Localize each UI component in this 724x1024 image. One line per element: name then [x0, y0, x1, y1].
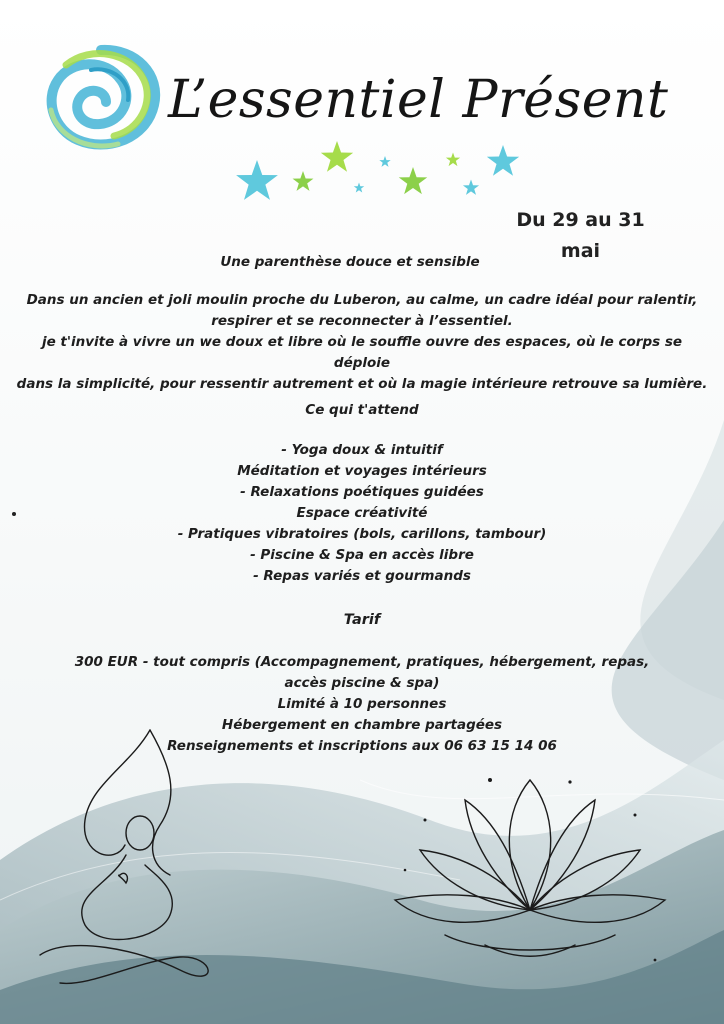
- intro-line: dans la simplicité, pour ressentir autrement et où la magie intérieure retrouve sa lumière.: [16, 376, 708, 392]
- star-icon: [446, 153, 460, 167]
- star-icon: [321, 141, 353, 172]
- star-icon: [293, 171, 314, 191]
- stars-decoration: [225, 140, 545, 215]
- star-icon: [463, 180, 479, 195]
- intro-line: Dans un ancien et joli moulin proche du Luberon, au calme, un cadre idéal pour ralentir,: [26, 292, 698, 308]
- tarif-line: Hébergement en chambre partagées: [221, 717, 503, 733]
- list-item: Espace créativité: [296, 505, 428, 521]
- tarif-line: Renseignements et inscriptions aux 06 63 15 14 06: [167, 738, 557, 754]
- star-icon: [236, 160, 278, 200]
- intro-paragraph: [12, 290, 712, 395]
- list-item: - Repas variés et gourmands: [253, 568, 471, 584]
- page-title: L’essentiel Présent: [168, 70, 669, 130]
- subtitle: Une parenthèse douce et sensible: [220, 254, 480, 270]
- list-item: - Yoga doux & intuitif: [281, 442, 443, 458]
- intro-line: je t'invite à vivre un we doux et libre où le souffle ouvre des espaces, où le corps se déploie: [41, 334, 683, 371]
- yoga-figure-icon: [30, 725, 230, 995]
- list-item: - Pratiques vibratoires (bols, carillons, tambour): [177, 526, 547, 542]
- lotus-icon: [385, 770, 675, 970]
- tarif-line: accès piscine & spa): [284, 675, 440, 691]
- intro-line: respirer et se reconnecter à l’essentiel.: [211, 313, 513, 329]
- event-date: Du 29 au 31 mai: [516, 209, 645, 262]
- program-list: [12, 440, 712, 587]
- list-item: - Relaxations poétiques guidées: [240, 484, 484, 500]
- program-title: Ce qui t'attend: [305, 402, 419, 418]
- tarif-title: Tarif: [343, 612, 381, 628]
- star-icon: [354, 183, 364, 193]
- list-item: - Piscine & Spa en accès libre: [250, 547, 474, 563]
- swirl-logo-icon: [36, 40, 166, 160]
- list-item: Méditation et voyages intérieurs: [237, 463, 487, 479]
- star-icon: [379, 156, 390, 167]
- star-icon: [399, 167, 428, 194]
- tarif-line: 300 EUR - tout compris (Accompagnement, pratiques, hébergement, repas,: [74, 654, 650, 670]
- tarif-line: Limité à 10 personnes: [277, 696, 447, 712]
- star-icon: [487, 145, 519, 176]
